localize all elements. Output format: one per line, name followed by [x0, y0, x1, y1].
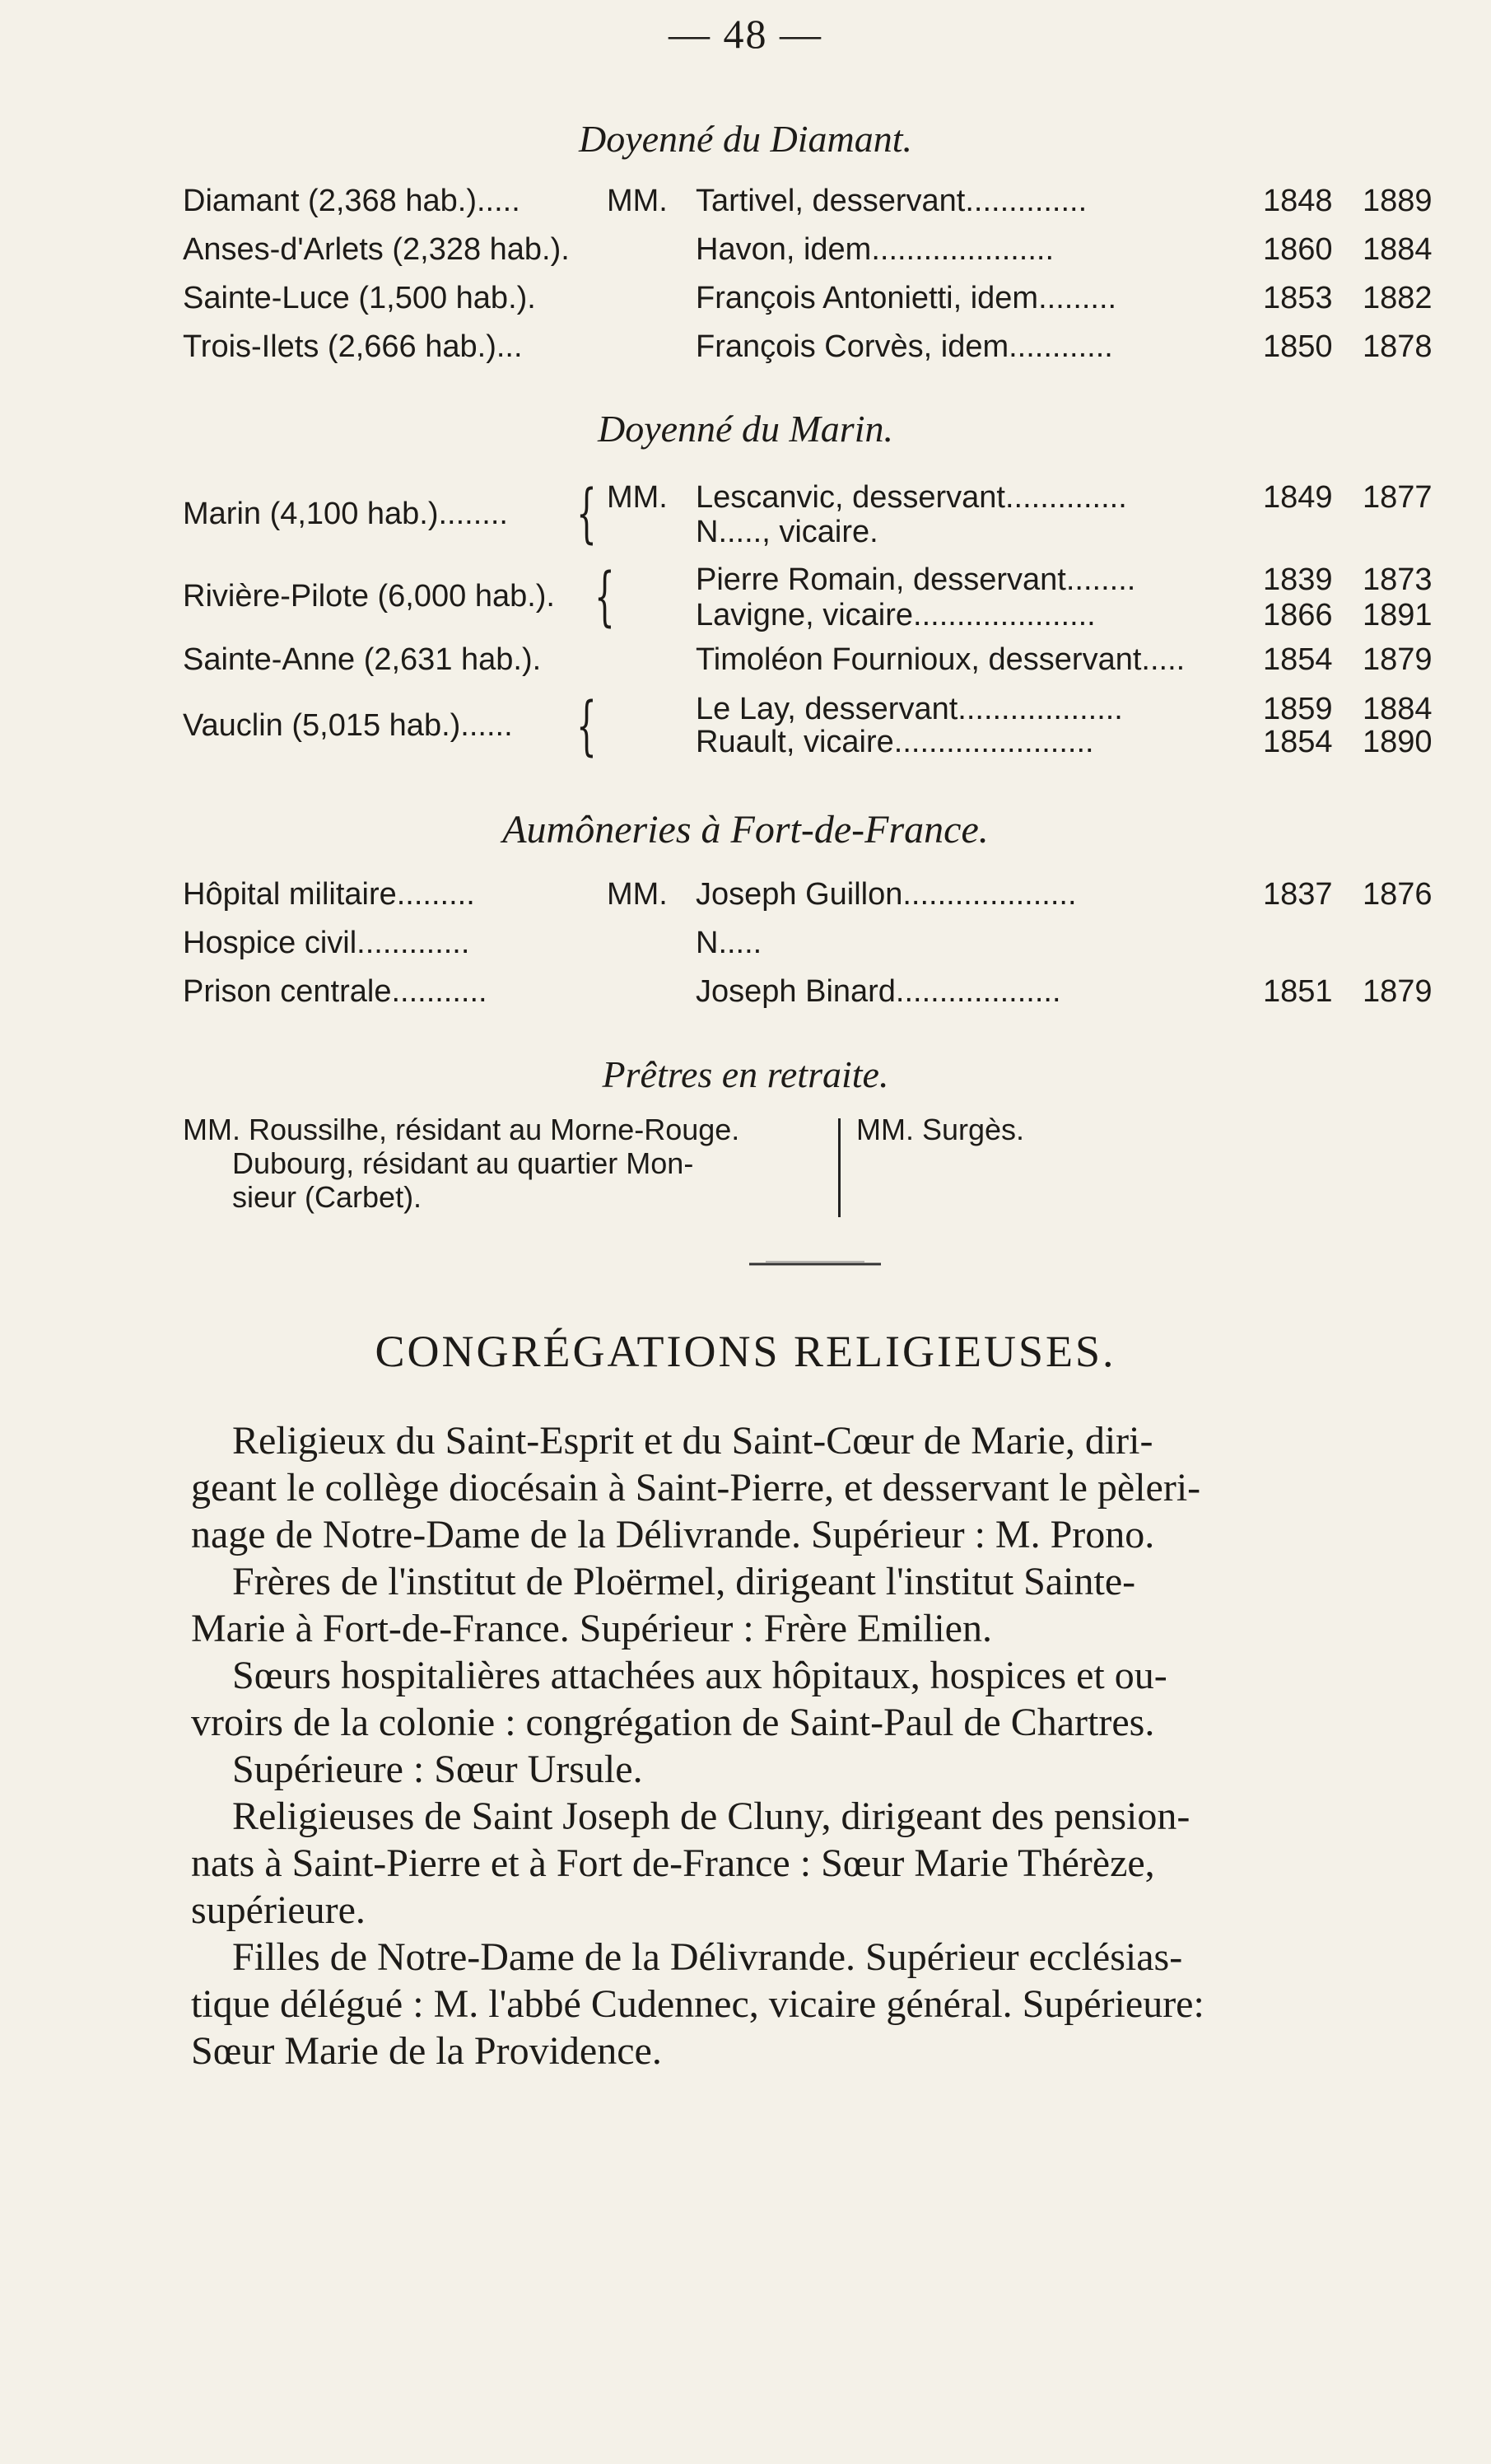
table-row — [0, 725, 1491, 766]
table-row — [0, 974, 1491, 1015]
year-start: 1837 — [1263, 877, 1333, 912]
text-line: nage de Notre-Dame de la Délivrande. Supérieur : M. Prono. — [191, 1513, 1155, 1556]
text-line: Sœur Marie de la Providence. — [191, 2029, 662, 2073]
table-row — [0, 329, 1491, 371]
text-line: Filles de Notre-Dame de la Délivrande. Supérieur ecclésias- — [232, 1935, 1183, 1979]
table-row — [0, 926, 1491, 967]
parish-name: Vauclin (5,015 hab.)...... — [183, 708, 513, 743]
table-row — [0, 232, 1491, 273]
priest-name: Havon, idem..................... — [696, 232, 1055, 267]
year-end: 1873 — [1363, 562, 1433, 597]
priest-name: Lescanvic, desservant.............. — [696, 480, 1127, 515]
congregations-title: CONGRÉGATIONS RELIGIEUSES. — [375, 1327, 1116, 1376]
text-line: Supérieure : Sœur Ursule. — [232, 1748, 643, 1791]
year-start: 1839 — [1263, 562, 1333, 597]
year-end: 1890 — [1363, 725, 1433, 759]
year-end: 1889 — [1363, 184, 1433, 218]
text-line: nats à Saint-Pierre et à Fort de-France : Sœur Marie Thérèze, — [191, 1841, 1155, 1885]
priest-name: Timoléon Fournioux, desservant..... — [696, 642, 1186, 677]
retired-line: MM. Roussilhe, résidant au Morne-Rouge. — [183, 1113, 740, 1146]
year-start: 1860 — [1263, 232, 1333, 267]
text-line: Marie à Fort-de-France. Supérieur : Frère Emilien. — [191, 1607, 992, 1650]
text-line: Religieuses de Saint Joseph de Cluny, dirigeant des pension- — [232, 1794, 1190, 1838]
year-start: 1853 — [1263, 281, 1333, 315]
honorific: MM. — [607, 480, 668, 515]
section-title-diamant: Doyenné du Diamant. — [579, 118, 912, 160]
congregations-text — [191, 1417, 1491, 2074]
parish-name: Diamant (2,368 hab.)..... — [183, 184, 520, 218]
parish-name: Rivière-Pilote (6,000 hab.). — [183, 579, 555, 614]
year-end: 1876 — [1363, 877, 1433, 912]
text-line: Frères de l'institut de Ploërmel, dirigeant l'institut Sainte- — [232, 1560, 1136, 1603]
parish-name: Sainte-Luce (1,500 hab.). — [183, 281, 536, 315]
section-title-retraite: Prêtres en retraite. — [602, 1053, 889, 1095]
year-start: 1854 — [1263, 725, 1333, 759]
institution-name: Hospice civil............. — [183, 926, 470, 960]
separator-ornament — [749, 1260, 881, 1268]
text-line: Religieux du Saint-Esprit et du Saint-Cœur de Marie, diri- — [232, 1419, 1153, 1463]
year-end: 1879 — [1363, 974, 1433, 1009]
retired-priests-right: MM. Surgès. — [856, 1113, 1025, 1146]
year-start: 1859 — [1263, 692, 1333, 726]
year-start: 1866 — [1263, 598, 1333, 632]
honorific: MM. — [607, 877, 668, 912]
section-title-marin: Doyenné du Marin. — [598, 408, 893, 450]
priest-name: Ruault, vicaire....................... — [696, 725, 1094, 759]
text-line: vroirs de la colonie : congrégation de Saint-Paul de Chartres. — [191, 1701, 1155, 1744]
brace-symbol: { — [576, 689, 597, 763]
retired-line: sieur (Carbet). — [232, 1180, 422, 1214]
parish-name: Anses-d'Arlets (2,328 hab.). — [183, 232, 570, 267]
year-end: 1878 — [1363, 329, 1433, 364]
year-start: 1851 — [1263, 974, 1333, 1009]
table-row — [0, 598, 1491, 639]
priest-name: N....., vicaire. — [696, 515, 878, 549]
priest-name: N..... — [696, 926, 762, 960]
year-start: 1854 — [1263, 642, 1333, 677]
column-divider — [838, 1118, 841, 1217]
year-end: 1877 — [1363, 480, 1433, 515]
parish-name: Trois-Ilets (2,666 hab.)... — [183, 329, 523, 364]
priest-name: Joseph Guillon.................... — [696, 877, 1077, 912]
year-start: 1849 — [1263, 480, 1333, 515]
table-row — [0, 642, 1491, 684]
text-line: supérieure. — [191, 1888, 366, 1932]
institution-name: Hôpital militaire......... — [183, 877, 475, 912]
section-title-aumoneries: Aumôneries à Fort-de-France. — [502, 808, 989, 852]
table-row — [0, 281, 1491, 322]
year-end: 1882 — [1363, 281, 1433, 315]
text-line: tique délégué : M. l'abbé Cudennec, vicaire général. Supérieure: — [191, 1982, 1204, 2026]
priest-name: Lavigne, vicaire..................... — [696, 598, 1096, 632]
priest-name: Le Lay, desservant................... — [696, 692, 1123, 726]
priest-name: François Corvès, idem............ — [696, 329, 1113, 364]
year-start: 1848 — [1263, 184, 1333, 218]
text-line: geant le collège diocésain à Saint-Pierre, et desservant le pèleri- — [191, 1466, 1201, 1510]
page-number: — 48 — — [669, 11, 822, 57]
year-end: 1884 — [1363, 692, 1433, 726]
parish-name: Sainte-Anne (2,631 hab.). — [183, 642, 542, 677]
brace-symbol: { — [594, 560, 615, 634]
table-row — [0, 877, 1491, 918]
parish-name: Marin (4,100 hab.)........ — [183, 497, 508, 531]
table-row — [0, 515, 1491, 556]
honorific: MM. — [607, 184, 668, 218]
table-row — [0, 184, 1491, 225]
year-start: 1850 — [1263, 329, 1333, 364]
institution-name: Prison centrale........... — [183, 974, 487, 1009]
text-line: Sœurs hospitalières attachées aux hôpitaux, hospices et ou- — [232, 1654, 1167, 1697]
year-end: 1891 — [1363, 598, 1433, 632]
brace-symbol: { — [576, 477, 597, 551]
year-end: 1884 — [1363, 232, 1433, 267]
priest-name: François Antonietti, idem......... — [696, 281, 1117, 315]
retired-priests-left — [183, 1113, 833, 1214]
priest-name: Tartivel, desservant.............. — [696, 184, 1088, 218]
priest-name: Pierre Romain, desservant........ — [696, 562, 1136, 597]
year-end: 1879 — [1363, 642, 1433, 677]
priest-name: Joseph Binard................... — [696, 974, 1061, 1009]
retired-line: Dubourg, résidant au quartier Mon- — [232, 1146, 694, 1180]
